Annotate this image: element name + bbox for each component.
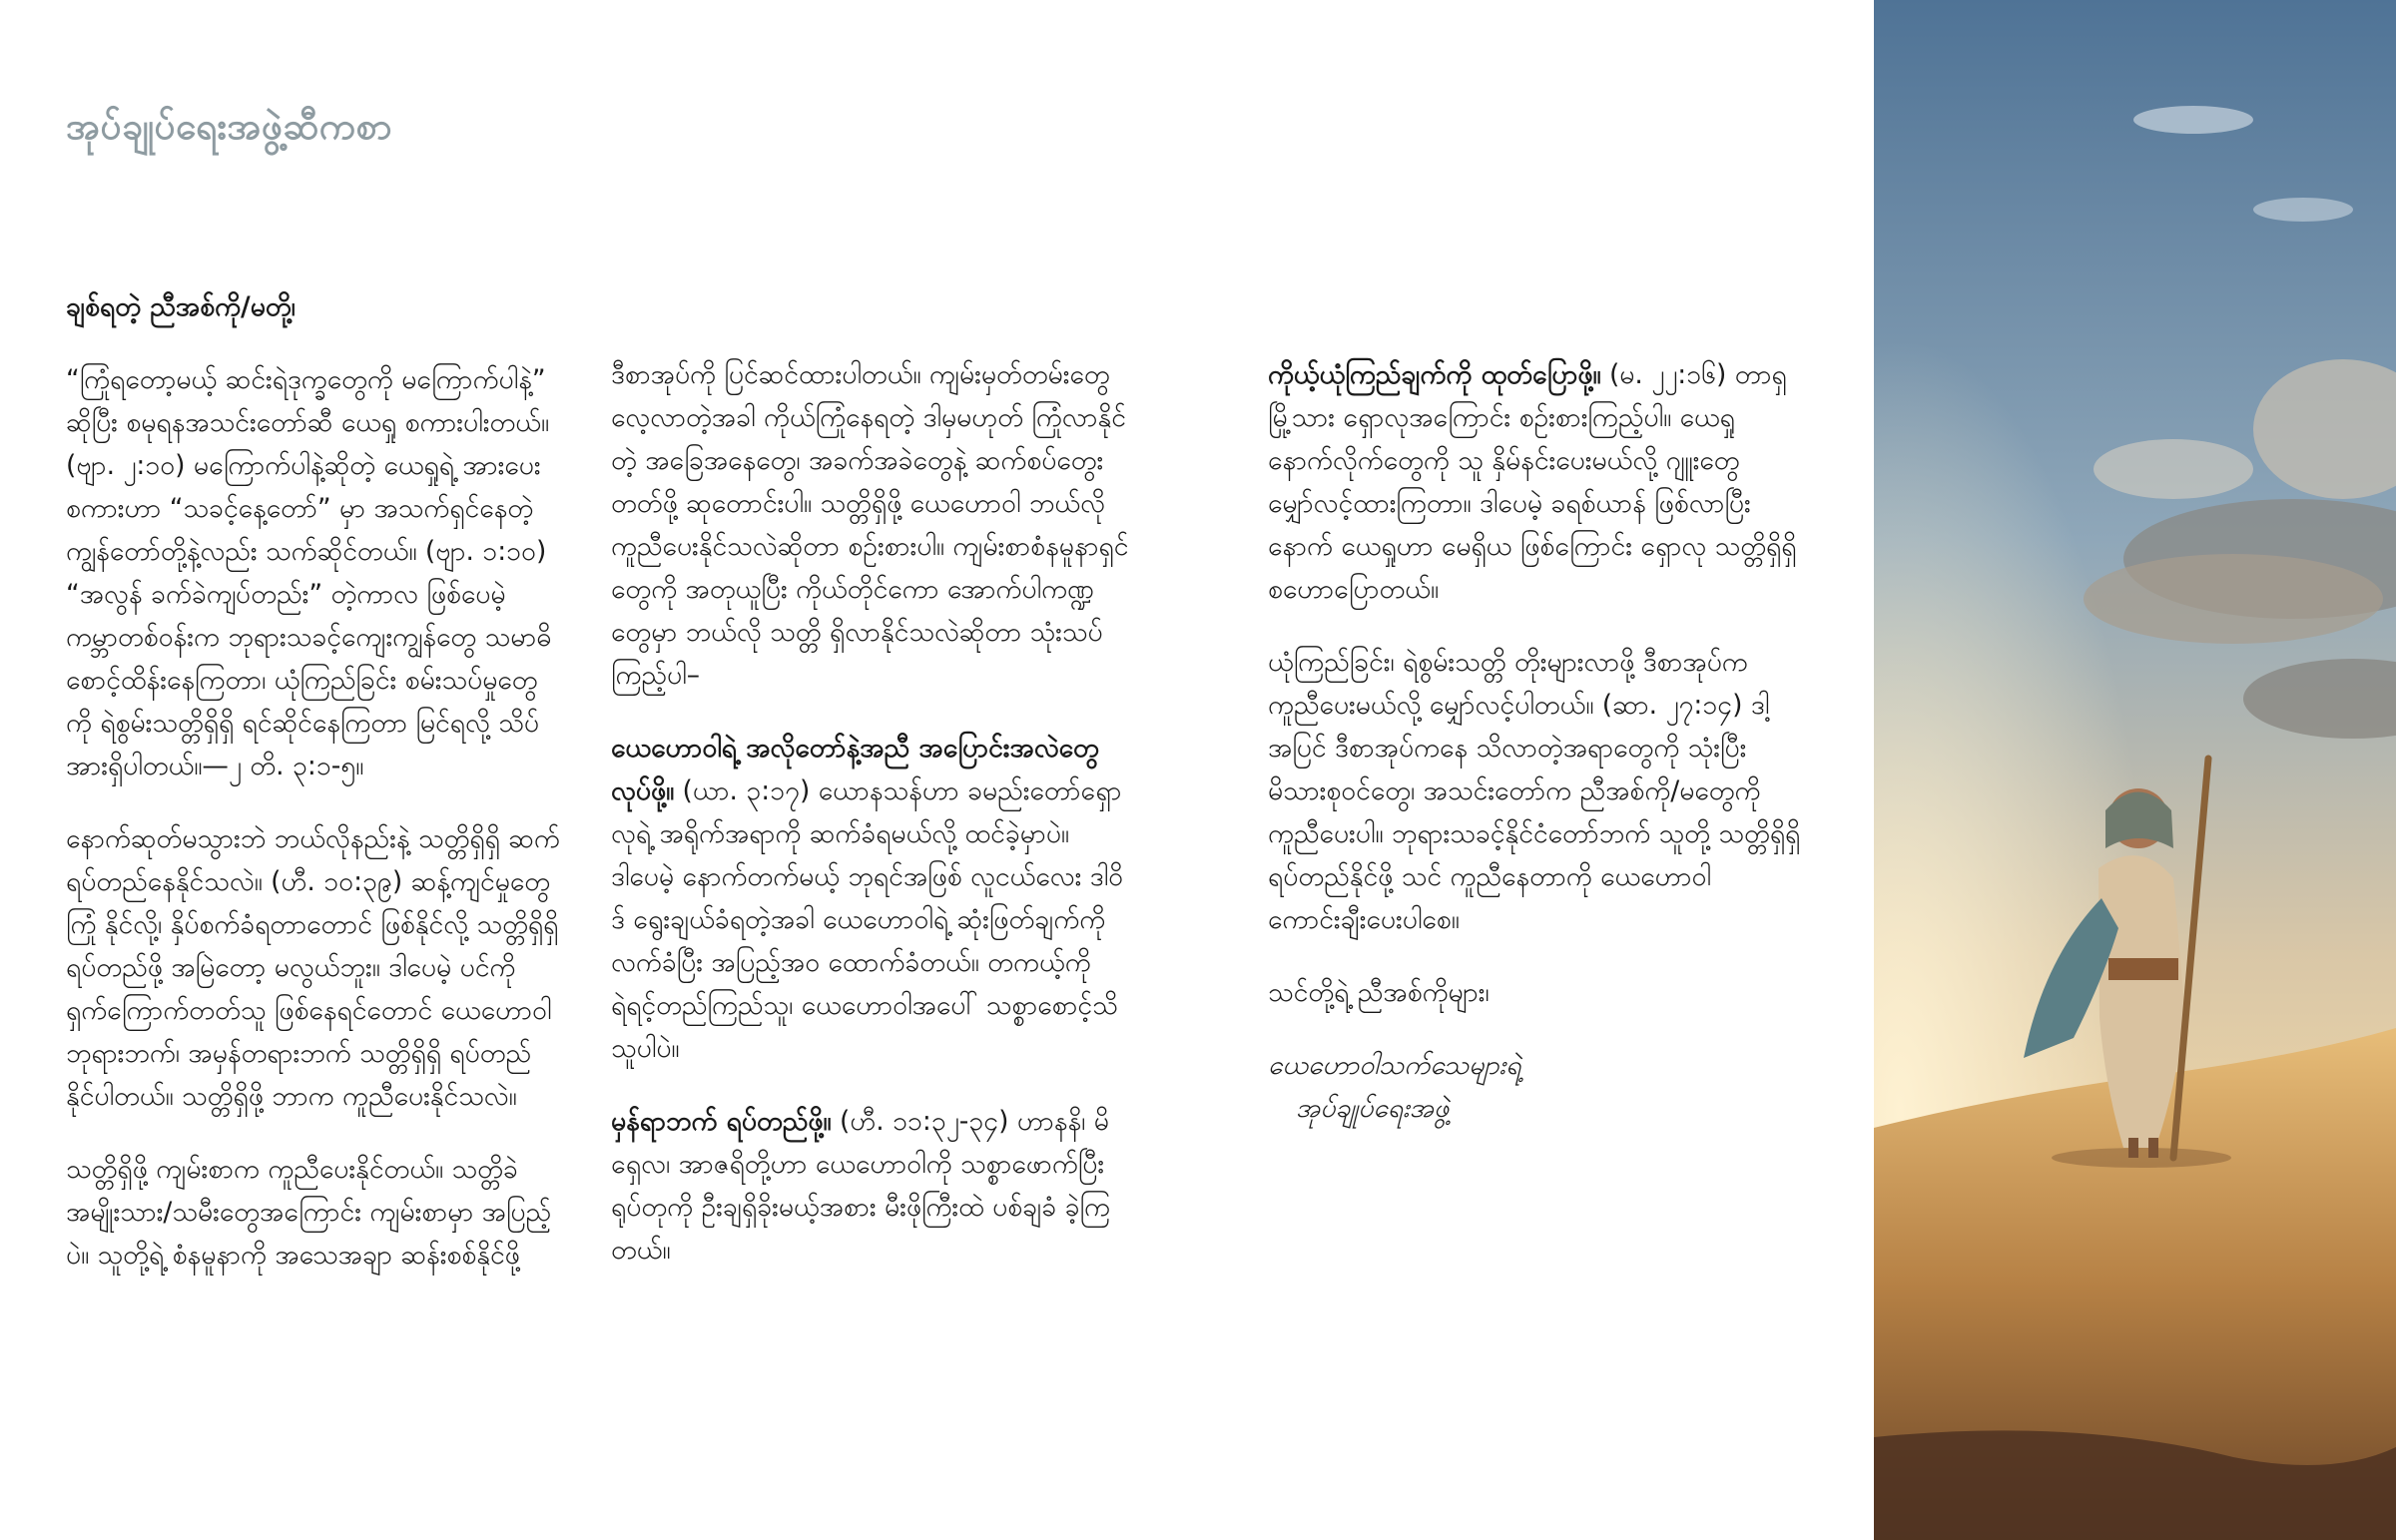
page-title: အုပ်ချုပ်ရေးအဖွဲ့ဆီကစာ: [66, 105, 392, 148]
paragraph: နောက်ဆုတ်မသွားဘဲ ဘယ်လိုနည်းနဲ့ သတ္တိရှိရှိ ဆက် ရပ်တည်နေနိုင်သလဲ။ (ဟီ. ၁၀:၃၉) ဆန့်ကျင်မှုတွေ ကြုံ နိုင်လို့၊ နှိပ်စက်ခံရတာတောင် ဖြစ်နိုင်လို့ သတ္တိရှိရှိ ရပ်တည်ဖို့ အမြဲတော့ မလွယ်ဘူး။ ဒါပေမဲ့ ပင်ကို ရှက်ကြောက်တတ်သူ ဖြစ်နေရင်တောင် ယေဟောဝါ ဘုရားဘက်၊ အမှန်တရားဘက် သတ္တိရှိရှိ ရပ်တည် နိုင်ပါတယ်။ သတ္တိရှိဖို့ ဘာက ကူညီပေးနိုင်သလဲ။: [66, 823, 560, 1112]
signature-line: အုပ်ချုပ်ရေးအဖွဲ့: [1296, 1093, 1450, 1124]
item-lead: မှန်ရာဘက် ရပ်တည်ဖို့။: [611, 1106, 832, 1137]
signature: [1268, 1044, 1807, 1130]
item-text: (ယာ. ၃:၁၇) ယောနသန်ဟာ ခမည်းတော်ရှောလုရဲ့ အရိုက်အရာကို ဆက်ခံရမယ်လို့ ထင်ခဲ့မှာပဲ။ ဒါပေမဲ့ နောက်တက်မယ့် ဘုရင်အဖြစ် လူငယ်လေး ဒါဝိဒ် ရွေးချယ်ခံရတဲ့အခါ ယေဟောဝါရဲ့ ဆုံးဖြတ်ချက်ကို လက်ခံပြီး အပြည့်အဝ ထောက်ခံတယ်။ တကယ့်ကို ရဲရင့်တည်ကြည်သူ၊ ယေဟောဝါအပေါ် သစ္စာစောင့်သိသူပါပဲ။: [611, 775, 1124, 1064]
item-text: (ဟီ. ၁၁:၃၂-၃၄) ဟာနနိ၊ မိရှေလ၊ အာဇရိတို့ဟာ ယေဟောဝါကို သစ္စာဖောက်ပြီး ရုပ်တုကို ဦးချရှိခိုးမယ့်အစား မီးဖိုကြီးထဲ ပစ်ချခံ ခဲ့ကြတယ်။: [611, 1106, 1110, 1266]
item-lead: ကိုယ့်ယုံကြည်ချက်ကို ထုတ်ပြောဖို့။: [1268, 359, 1601, 390]
list-item: [611, 1100, 1130, 1272]
list-item: [1268, 353, 1807, 611]
man-walking-desert-image: [1874, 0, 2396, 1540]
letter-column-2: [611, 353, 1130, 1301]
letter-column-1: [66, 285, 565, 1306]
letter-greeting: ချစ်ရတဲ့ ညီအစ်ကို/မတို့၊: [66, 291, 296, 322]
paragraph: ယုံကြည်ခြင်း၊ ရဲစွမ်းသတ္တိ တိုးများလာဖို့ ဒီစာအုပ်က ကူညီပေးမယ်လို့ မျှော်လင့်ပါတယ်။ (ဆာ. ၂၇:၁၄) ဒါ့အပြင် ဒီစာအုပ်ကနေ သိလာတဲ့အရာတွေကို သုံးပြီး မိသားစုဝင်တွေ၊ အသင်းတော်က ညီအစ်ကို/မတွေကို ကူညီပေးပါ။ ဘုရားသခင့်နိုင်ငံတော်ဘက် သူတို့ သတ္တိရှိရှိ ရပ်တည်နိုင်ဖို့ သင် ကူညီနေတာကို ယေဟောဝါ ကောင်းချီးပေးပါစေ။: [1268, 647, 1801, 935]
paragraph: ဒီစာအုပ်ကို ပြင်ဆင်ထားပါတယ်။ ကျမ်းမှတ်တမ်းတွေ လေ့လာတဲ့အခါ ကိုယ်ကြုံနေရတဲ့ ဒါမှမဟုတ် ကြုံလာနိုင်တဲ့ အခြေအနေတွေ၊ အခက်အခဲတွေနဲ့ ဆက်စပ်တွေးတတ်ဖို့ ဆုတောင်းပါ။ သတ္တိရှိဖို့ ယေဟောဝါ ဘယ်လို ကူညီပေးနိုင်သလဲဆိုတာ စဉ်းစားပါ။ ကျမ်းစာစံနမူနာရှင်တွေကို အတုယူပြီး ကိုယ်တိုင်ကော အောက်ပါကဏ္ဍတွေမှာ ဘယ်လို သတ္တိ ရှိလာနိုင်သလဲဆိုတာ သုံးသပ်ကြည့်ပါ–: [611, 359, 1129, 691]
item-text: (မ. ၂၂:၁၆) တာရှမြို့သား ရှောလုအကြောင်း စဉ်းစားကြည့်ပါ။ ယေရှုနောက်လိုက်တွေကို သူ နှိမ်နင်းပေးမယ်လို့ ဂျူးတွေ မျှော်လင့်ထားကြတာ။ ဒါပေမဲ့ ခရစ်ယာန် ဖြစ်လာပြီးနောက် ယေရှုဟာ မေရှိယ ဖြစ်ကြောင်း ရှောလု သတ္တိရှိရှိ စဟောပြောတယ်။: [1268, 359, 1797, 605]
list-item: [611, 727, 1130, 1070]
signature-line: ယေဟောဝါသက်သေများရဲ့: [1268, 1050, 1521, 1081]
item-lead: ယေဟောဝါရဲ့ အလိုတော်နဲ့အညီ အပြောင်းအလဲတွေ လုပ်ဖို့။: [611, 733, 1099, 806]
letter-column-3: [1268, 353, 1807, 1130]
desert-illustration: [1874, 0, 2396, 1540]
closing: သင်တို့ရဲ့ ညီအစ်ကိုများ၊: [1268, 977, 1490, 1008]
paragraph: သတ္တိရှိဖို့ ကျမ်းစာက ကူညီပေးနိုင်တယ်။ သတ္တိခဲ အမျိုးသား/သမီးတွေအကြောင်း ကျမ်းစာမှာ အပြည့် ပဲ။ သူတို့ရဲ့ စံနမူနာကို အသေအချာ ဆန်းစစ်နိုင်ဖို့: [66, 1154, 552, 1271]
paragraph: “ကြုံရတော့မယ့် ဆင်းရဲဒုက္ခတွေကို မကြောက်ပါနဲ့” ဆိုပြီး စမုရနအသင်းတော်ဆီ ယေရှု စကားပါးတယ်။ (ဗျာ. ၂:၁၀) မကြောက်ပါနဲ့ဆိုတဲ့ ယေရှုရဲ့ အားပေး စကားဟာ “သခင့်နေ့တော်” မှာ အသက်ရှင်နေတဲ့ ကျွန်တော်တို့နဲ့လည်း သက်ဆိုင်တယ်။ (ဗျာ. ၁:၁၀) “အလွန် ခက်ခဲကျပ်တည်း” တဲ့ကာလ ဖြစ်ပေမဲ့ ကမ္ဘာတစ်ဝန်းက ဘုရားသခင့်ကျေးကျွန်တွေ သမာဓိ စောင့်ထိန်းနေကြတာ၊ ယုံကြည်ခြင်း စမ်းသပ်မှုတွေ ကို ရဲစွမ်းသတ္တိရှိရှိ ရင်ဆိုင်နေကြတာ မြင်ရလို့ သိပ် အားရှိပါတယ်။—၂ တိ. ၃:၁-၅။: [66, 364, 552, 781]
